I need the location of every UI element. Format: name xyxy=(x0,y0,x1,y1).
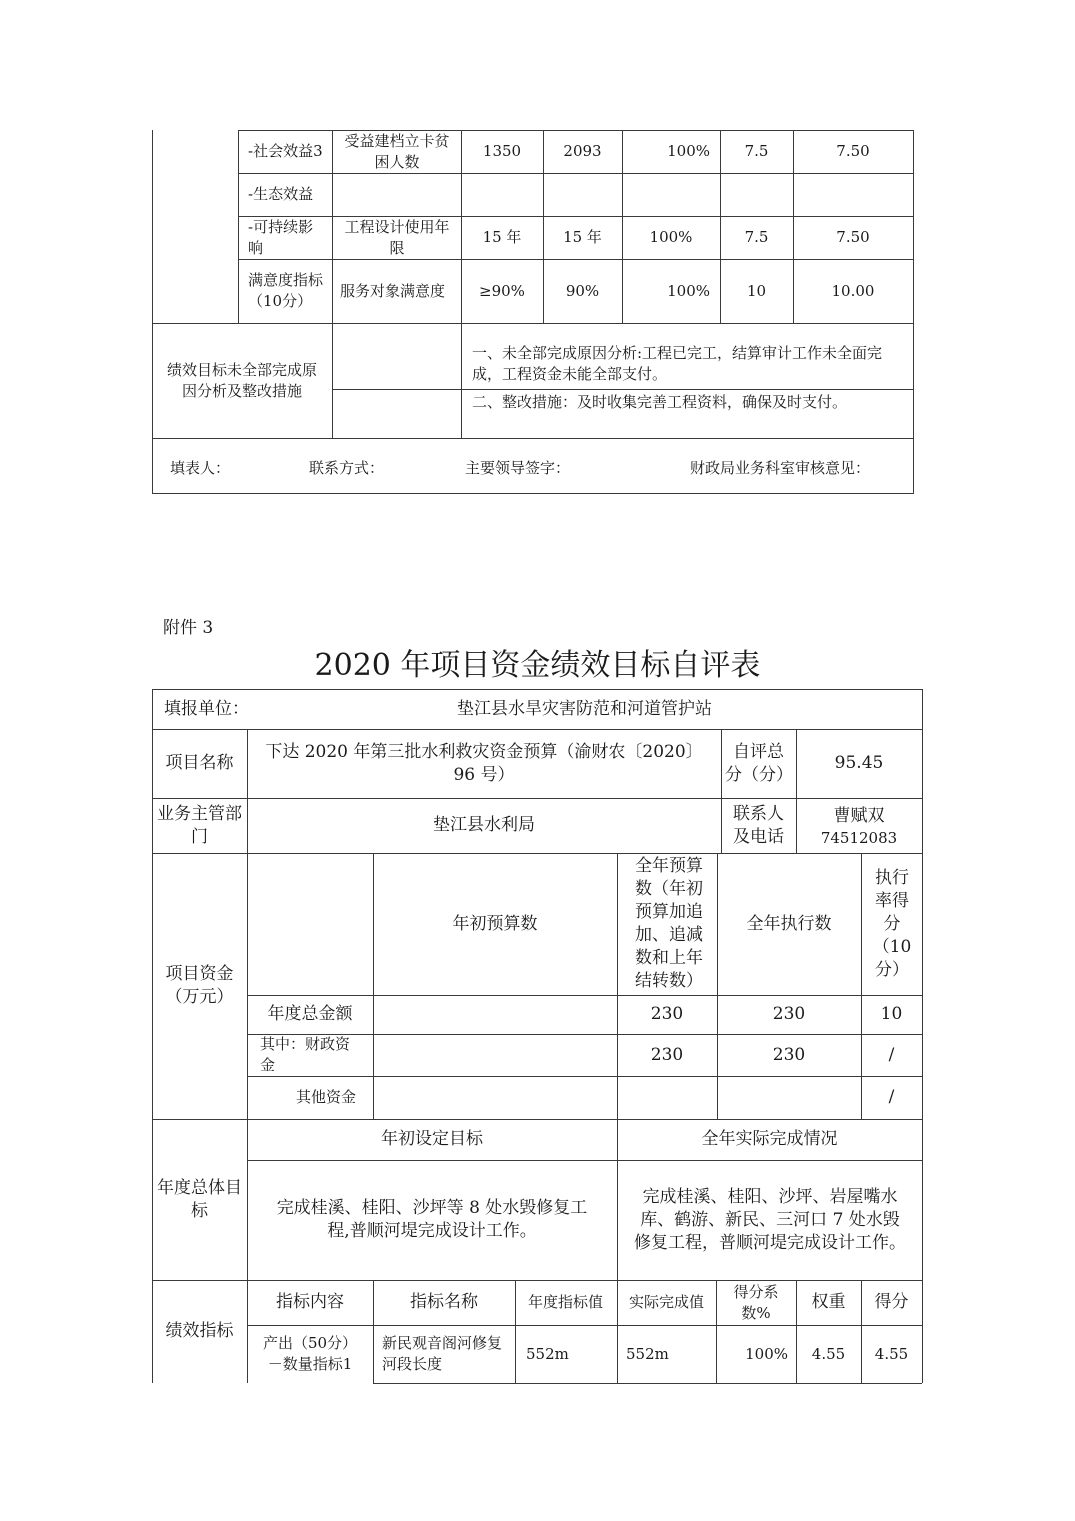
perf-target: 552m xyxy=(526,1344,569,1363)
unit-value: 垫江县水旱灾害防范和河道管护站 xyxy=(457,698,712,719)
score: 10.00 xyxy=(831,281,875,300)
contact-name: 曹赋双 xyxy=(833,806,885,826)
funds-total-full: 230 xyxy=(650,1004,684,1024)
perf-name: 新民观音阁河修复河段长度 xyxy=(382,1334,503,1373)
indicator-sustainable: -可持续影响 xyxy=(248,217,314,257)
funds-fiscal-full: 230 xyxy=(650,1044,684,1065)
self-score-label: 自评总分（分） xyxy=(725,741,793,785)
perf-header-name: 指标名称 xyxy=(410,1292,478,1312)
weight: 10 xyxy=(746,281,767,300)
goal-actual-header: 全年实际完成情况 xyxy=(701,1129,838,1149)
funds-fiscal-label: 其中：财政资金 xyxy=(260,1035,351,1074)
leader-signature-label: 主要领导签字： xyxy=(465,459,571,477)
header-initial-budget: 年初预算数 xyxy=(452,913,538,934)
perf-header-score: 得分 xyxy=(874,1292,909,1312)
perf-actual: 552m xyxy=(626,1344,669,1363)
indicator-social-3: -社会效益3 xyxy=(248,142,323,160)
indicator-satisfaction: 满意度指标（10分） xyxy=(248,271,324,310)
filler-label: 填表人： xyxy=(170,459,231,477)
perf-weight: 4.55 xyxy=(811,1344,846,1363)
target-value: ≥90% xyxy=(479,281,525,300)
score-coefficient: 100% xyxy=(667,142,710,160)
header-executed: 全年执行数 xyxy=(746,913,832,934)
actual-value: 90% xyxy=(565,281,600,300)
attachment-label: 附件 3 xyxy=(163,618,214,638)
perf-header-coef: 得分系数% xyxy=(733,1282,779,1322)
goal-label: 年度总体目标 xyxy=(157,1177,242,1221)
contact-label: 联系方式： xyxy=(309,459,385,477)
funds-label: 项目资金（万元） xyxy=(165,964,234,1007)
header-execution-rate: 执行率得分（10分） xyxy=(872,867,912,980)
weight: 7.5 xyxy=(744,142,769,160)
goal-initial-header: 年初设定目标 xyxy=(381,1129,483,1149)
contact-person-label: 联系人及电话 xyxy=(733,803,784,847)
project-name-value: 下达 2020 年第三批水利救灾资金预算（渝财农〔2020〕96 号） xyxy=(265,741,703,785)
contact-phone: 74512083 xyxy=(820,829,898,847)
finance-review-label: 财政局业务科室审核意见： xyxy=(690,459,871,477)
actual-value: 2093 xyxy=(563,142,602,160)
reason-analysis: 一、未全部完成原因分析:工程已完工，结算审计工作未全面完成，工程资金未能全部支付。 xyxy=(472,343,883,383)
project-name-label: 项目名称 xyxy=(165,753,234,773)
dept-label: 业务主管部门 xyxy=(157,803,242,847)
perf-header-content: 指标内容 xyxy=(276,1292,344,1312)
goal-initial-text: 完成桂溪、桂阳、沙坪等 8 处水毁修复工程,普顺河堤完成设计工作。 xyxy=(276,1198,588,1241)
funds-other-label: 其他资金 xyxy=(295,1088,356,1106)
actual-value: 15 年 xyxy=(563,228,602,246)
header-full-budget: 全年预算数（年初预算加追加、追减数和上年结转数） xyxy=(635,856,703,991)
perf-header-weight: 权重 xyxy=(811,1292,846,1312)
score-coefficient: 100% xyxy=(667,281,710,300)
rectification-measures: 二、整改措施：及时收集完善工程资料，确保及时支付。 xyxy=(472,392,848,411)
score-coefficient: 100% xyxy=(649,228,693,246)
funds-total-executed: 230 xyxy=(772,1004,806,1024)
perf-score: 4.55 xyxy=(874,1344,909,1363)
target-value: 1350 xyxy=(482,142,522,160)
funds-fiscal-executed: 230 xyxy=(772,1044,806,1065)
indicator-name: 服务对象满意度 xyxy=(340,281,446,300)
funds-total-rate: 10 xyxy=(880,1004,903,1024)
perf-content: 产出（50分）－数量指标1 xyxy=(262,1334,358,1373)
perf-header-target: 年度指标值 xyxy=(527,1293,603,1311)
score: 7.50 xyxy=(836,142,870,160)
indicator-name: 受益建档立卡贫困人数 xyxy=(344,131,450,171)
unit-label: 填报单位： xyxy=(164,698,249,719)
dept-value: 垫江县水利局 xyxy=(433,815,535,835)
indicator-ecological: -生态效益 xyxy=(248,185,314,203)
reason-label: 绩效目标未全部完成原因分析及整改措施 xyxy=(166,360,317,400)
funds-total-label: 年度总金额 xyxy=(267,1004,353,1024)
target-value: 15 年 xyxy=(482,228,522,246)
score: 7.50 xyxy=(836,228,870,246)
page-title: 2020 年项目资金绩效目标自评表 xyxy=(314,648,761,683)
weight: 7.5 xyxy=(744,228,769,246)
perf-header-actual: 实际完成值 xyxy=(628,1293,704,1311)
goal-actual-text: 完成桂溪、桂阳、沙坪、岩屋嘴水库、鹤游、新民、三河口 7 处水毁修复工程，普顺河堤完成设计工作。 xyxy=(634,1186,906,1253)
indicator-name: 工程设计使用年限 xyxy=(344,217,450,257)
perf-coef: 100% xyxy=(745,1344,788,1363)
perf-label: 绩效指标 xyxy=(165,1321,234,1341)
funds-fiscal-rate: / xyxy=(888,1044,895,1065)
self-score-value: 95.45 xyxy=(834,753,884,773)
funds-other-rate: / xyxy=(888,1087,895,1107)
